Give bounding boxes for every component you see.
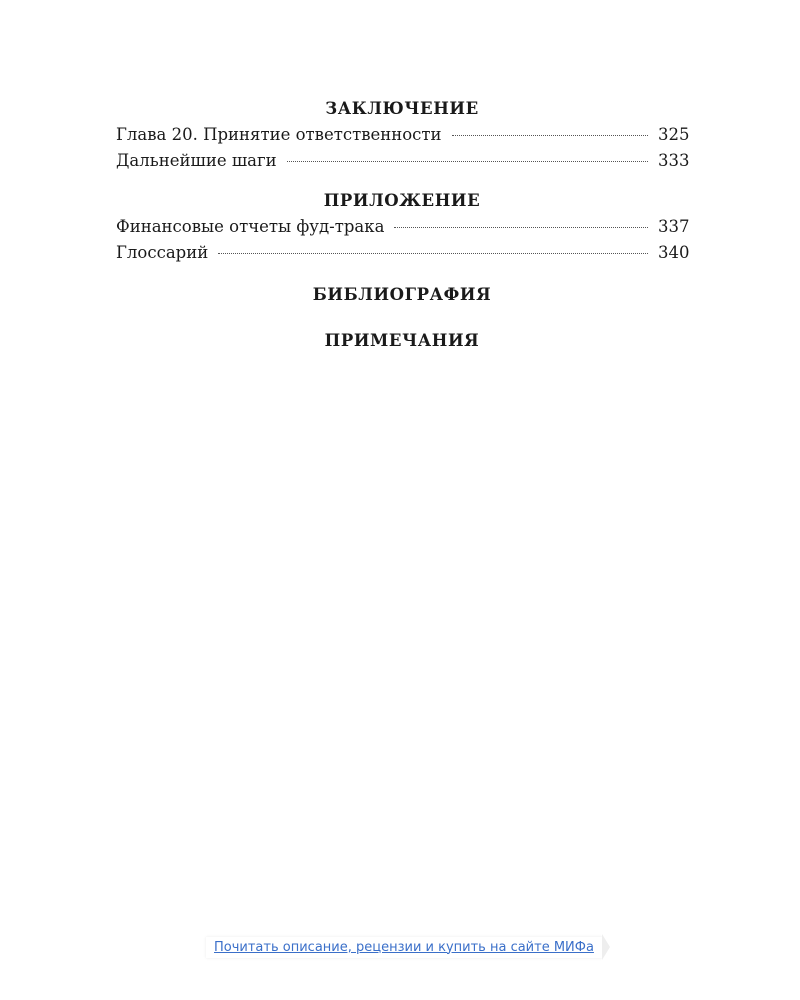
section-heading: ЗАКЛЮЧЕНИЕ: [325, 99, 479, 118]
toc-entry-page: 325: [658, 125, 690, 144]
dot-leader: [452, 135, 648, 136]
section-appendix: [116, 188, 688, 266]
buy-on-mif-link[interactable]: Почитать описание, рецензии и купить на сайте МИФа: [206, 937, 602, 958]
section-notes: [116, 328, 688, 354]
toc-entry-title: Глава 20. Принятие ответственности: [116, 125, 442, 144]
toc-entry: [116, 214, 688, 240]
section-heading: БИБЛИОГРАФИЯ: [312, 285, 492, 304]
toc-entry-page: 333: [658, 151, 690, 170]
toc-entry-title: Финансовые отчеты фуд-трака: [116, 217, 385, 236]
section-conclusion: [116, 96, 688, 174]
footer-banner: [206, 934, 610, 960]
toc-entry-page: 337: [658, 217, 690, 236]
dot-leader: [287, 161, 648, 162]
dot-leader: [394, 227, 648, 228]
toc-entry-page: 340: [658, 243, 690, 262]
table-of-contents: [116, 96, 688, 354]
chevron-right-icon: [602, 934, 610, 960]
toc-entry: [116, 240, 688, 266]
section-heading: ПРИЛОЖЕНИЕ: [323, 191, 481, 210]
toc-entry-title: Дальнейшие шаги: [116, 151, 277, 170]
section-bibliography: [116, 282, 688, 308]
section-heading: ПРИМЕЧАНИЯ: [324, 331, 480, 350]
toc-entry-title: Глоссарий: [116, 243, 209, 262]
toc-entry: [116, 148, 688, 174]
dot-leader: [218, 253, 648, 254]
toc-entry: [116, 122, 688, 148]
